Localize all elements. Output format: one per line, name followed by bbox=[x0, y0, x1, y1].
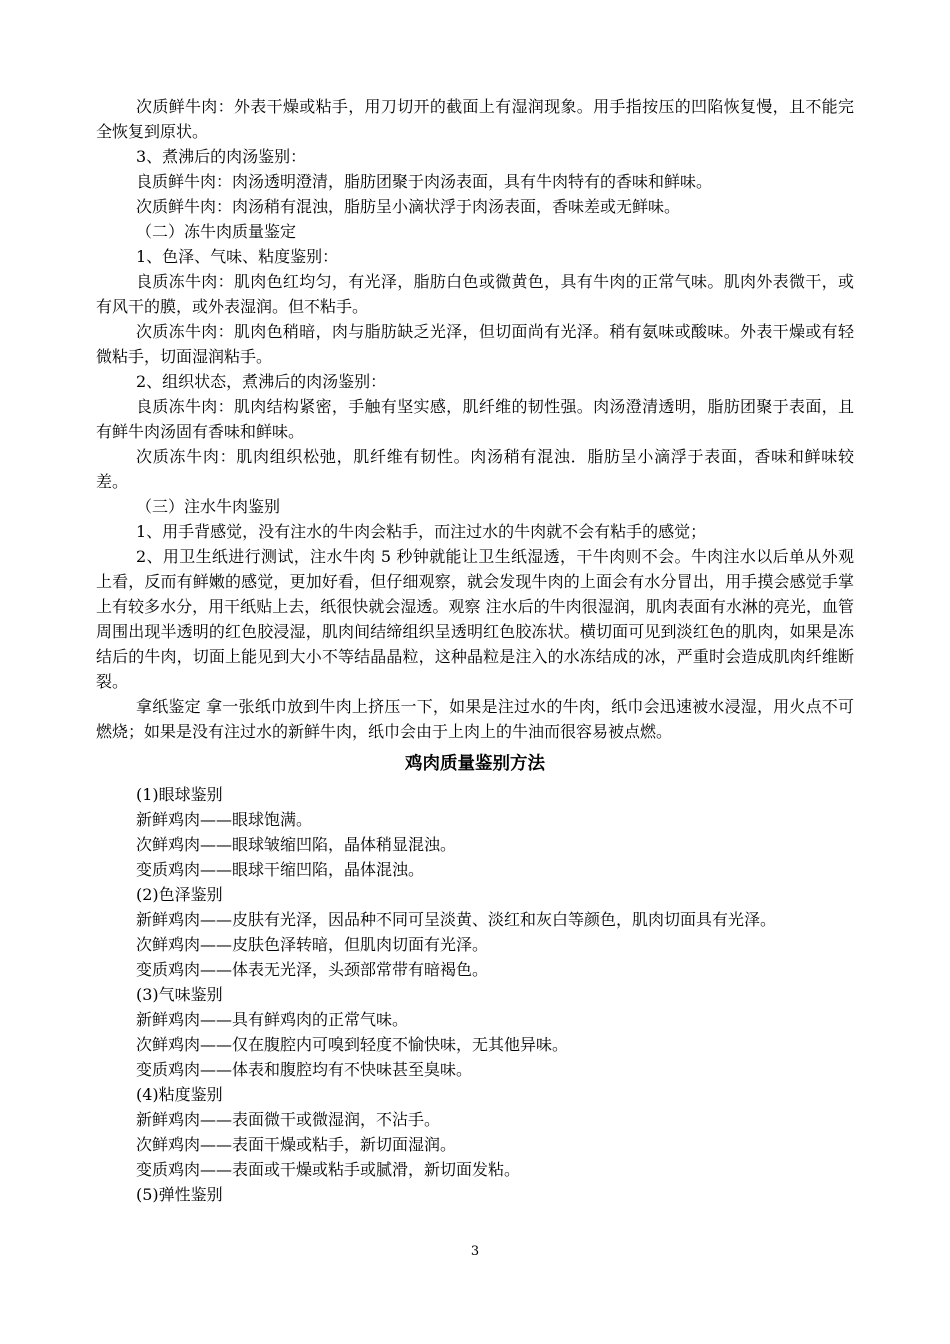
chicken-item: 次鲜鸡肉——皮肤色泽转暗，但肌肉切面有光泽。 bbox=[136, 935, 489, 954]
beef-paragraph: 良质冻牛肉：肌肉结构紧密，手触有坚实感，肌纤维的韧性强。肉汤澄清透明，脂肪团聚于表面，且有鲜牛肉汤固有香味和鲜味。 bbox=[96, 397, 854, 441]
beef-paragraph: 1、色泽、气味、粘度鉴别： bbox=[136, 247, 339, 266]
chicken-section-heading: (1)眼球鉴别 bbox=[136, 785, 223, 804]
chicken-item: 次鲜鸡肉——仅在腹腔内可嗅到轻度不愉快味，无其他异味。 bbox=[136, 1035, 569, 1054]
beef-paragraph: 2、用卫生纸进行测试，注水牛肉 5 秒钟就能让卫生纸湿透，干牛肉则不会。牛肉注水以后单从外观上看，反而有鲜嫩的感觉，更加好看，但仔细观察，就会发现牛肉的上面会有水分冒出，用手摸会感觉手掌上有较多水分，用干纸贴上去，纸很快就会湿透。观察 注水后的牛肉很湿润，肌肉表面有水淋的亮光，血管周围出现半透明的红色胶浸湿，肌肉间结缔组织呈透明红色胶冻状。横切面可见到淡红色的肌肉，如果是冻结后的牛肉，切面上能见到大小不等结晶晶粒，这种晶粒是注入的水冻结成的冰，严重时会造成肌肉纤维断裂。 bbox=[96, 547, 854, 691]
page-number: 3 bbox=[470, 1244, 480, 1259]
chicken-item: 变质鸡肉——眼球干缩凹陷，晶体混浊。 bbox=[136, 860, 425, 879]
beef-paragraph: 次质冻牛肉：肌肉组织松弛，肌纤维有韧性。肉汤稍有混浊．脂肪呈小滴浮于表面，香味和鲜味较差。 bbox=[96, 447, 854, 491]
chicken-section-heading: (2)色泽鉴别 bbox=[136, 885, 223, 904]
section-heading: （二）冻牛肉质量鉴定 bbox=[136, 222, 297, 241]
chicken-item: 变质鸡肉——体表和腹腔均有不快味甚至臭味。 bbox=[136, 1060, 473, 1079]
chicken-item: 新鲜鸡肉——具有鲜鸡肉的正常气味。 bbox=[136, 1010, 409, 1029]
beef-paragraph: 良质冻牛肉：肌肉色红均匀，有光泽，脂肪白色或微黄色，具有牛肉的正常气味。肌肉外表微干，或有风干的膜，或外表湿润。但不粘手。 bbox=[96, 272, 854, 316]
chicken-item: 新鲜鸡肉——表面微干或微湿润，不沾手。 bbox=[136, 1110, 441, 1129]
beef-paragraph: 3、煮沸后的肉汤鉴别： bbox=[136, 147, 307, 166]
chicken-item: 变质鸡肉——体表无光泽，头颈部常带有暗褐色。 bbox=[136, 960, 489, 979]
chicken-item: 变质鸡肉——表面或干燥或粘手或腻滑，新切面发粘。 bbox=[136, 1160, 521, 1179]
chicken-item: 次鲜鸡肉——表面干燥或粘手，新切面湿润。 bbox=[136, 1135, 457, 1154]
beef-paragraph: 2、组织状态，煮沸后的肉汤鉴别： bbox=[136, 372, 387, 391]
beef-paragraph: 1、用手背感觉，没有注水的牛肉会粘手，而注过水的牛肉就不会有粘手的感觉； bbox=[136, 522, 707, 541]
chicken-title: 鸡肉质量鉴别方法 bbox=[405, 754, 545, 774]
beef-paragraph: 拿纸鉴定 拿一张纸巾放到牛肉上挤压一下，如果是注过水的牛肉，纸巾会迅速被水浸湿，用火点不可燃烧；如果是没有注过水的新鲜牛肉，纸巾会由于上肉上的牛油而很容易被点燃。 bbox=[96, 697, 854, 741]
beef-paragraph: 次质冻牛肉：肌肉色稍暗，肉与脂肪缺乏光泽，但切面尚有光泽。稍有氨味或酸味。外表干燥或有轻微粘手，切面湿润粘手。 bbox=[96, 322, 854, 366]
section-heading: （三）注水牛肉鉴别 bbox=[136, 497, 281, 516]
chicken-item: 次鲜鸡肉——眼球皱缩凹陷，晶体稍显混浊。 bbox=[136, 835, 457, 854]
page-content bbox=[96, 94, 854, 1207]
beef-paragraph: 次质鲜牛肉：肉汤稍有混浊，脂肪呈小滴状浮于肉汤表面，香味差或无鲜味。 bbox=[136, 197, 681, 216]
beef-paragraph: 良质鲜牛肉：肉汤透明澄清，脂肪团聚于肉汤表面，具有牛肉特有的香味和鲜味。 bbox=[136, 172, 713, 191]
chicken-section-heading: (5)弹性鉴别 bbox=[136, 1185, 223, 1204]
chicken-item: 新鲜鸡肉——皮肤有光泽，因品种不同可呈淡黄、淡红和灰白等颜色，肌肉切面具有光泽。 bbox=[136, 910, 777, 929]
beef-paragraph: 次质鲜牛肉：外表干燥或粘手，用刀切开的截面上有湿润现象。用手指按压的凹陷恢复慢，且不能完全恢复到原状。 bbox=[96, 97, 854, 141]
chicken-item: 新鲜鸡肉——眼球饱满。 bbox=[136, 810, 313, 829]
chicken-section-heading: (4)粘度鉴别 bbox=[136, 1085, 223, 1104]
chicken-section-heading: (3)气味鉴别 bbox=[136, 985, 223, 1004]
